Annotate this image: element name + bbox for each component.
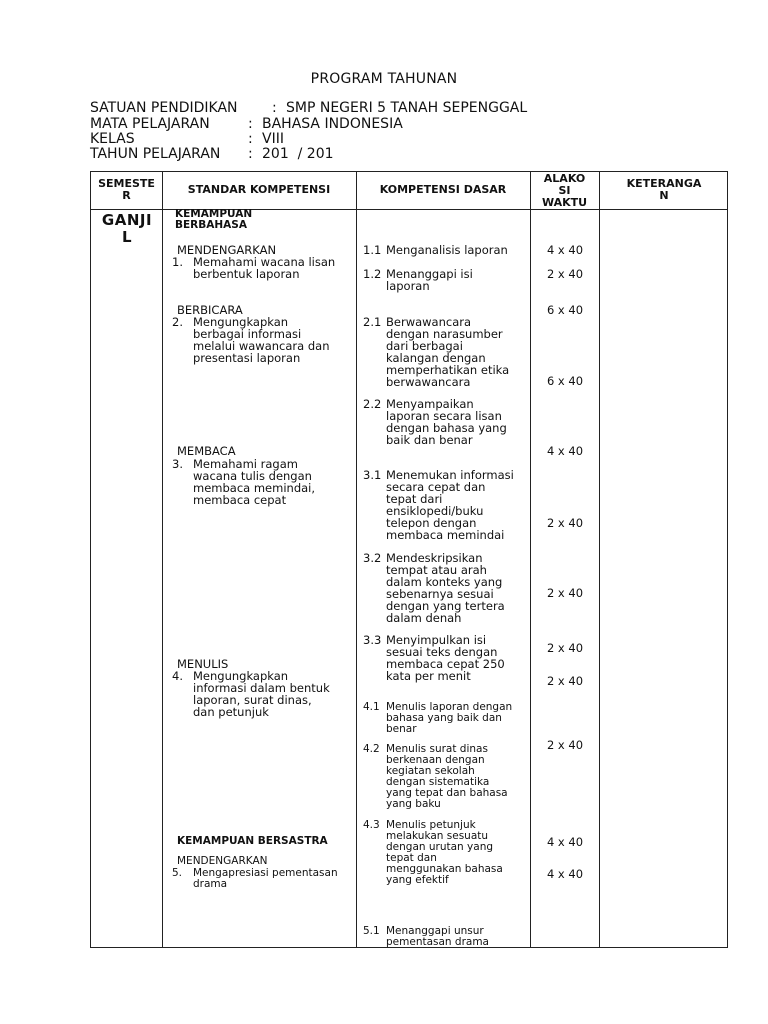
kd-item-2-2: Menyampaikan laporan secara lisan dengan bahasa yang baik dan benar — [386, 397, 507, 447]
sk-aspect-mendengarkan-sastra: MENDENGARKAN — [177, 855, 268, 867]
kd-number: 3.2 — [363, 551, 382, 565]
header-sep: : — [248, 116, 253, 132]
waktu-value: 4 x 40 — [546, 444, 584, 458]
header-label-satuan: SATUAN PENDIDIKAN — [90, 100, 238, 116]
kd-number: 3.3 — [363, 633, 382, 647]
kd-number: 2.1 — [363, 315, 382, 329]
program-table — [90, 171, 728, 948]
waktu-value: 4 x 40 — [546, 243, 584, 257]
header-sep: : — [248, 131, 253, 147]
sk-aspect-mendengarkan: MENDENGARKAN — [177, 243, 277, 257]
kd-item-3-2: Mendeskripsikan tempat atau arah dalam konteks yang sebenarnya sesuai dengan yang tertera dalam denah — [386, 551, 505, 625]
kd-item-3-1: Menemukan informasi secara cepat dan tepat dari ensiklopedi/buku telepon dengan membaca memindai — [386, 468, 514, 542]
sk-number-5: 5. — [172, 867, 183, 879]
column-divider — [530, 172, 531, 947]
header-label-kelas: KELAS — [90, 131, 135, 147]
waktu-value: 4 x 40 — [546, 867, 584, 881]
semester-ganjil: GANJI L — [101, 211, 153, 246]
sk-number-4: 4. — [172, 669, 183, 683]
column-header-keterangan: KETERANGA N — [626, 177, 702, 202]
sk-item-1: Memahami wacana lisan berbentuk laporan — [193, 255, 336, 281]
waktu-value: 2 x 40 — [546, 641, 584, 655]
waktu-value: 2 x 40 — [546, 516, 584, 530]
kd-number: 1.2 — [363, 267, 382, 281]
kd-number: 3.1 — [363, 468, 382, 482]
waktu-value: 2 x 40 — [546, 267, 584, 281]
sk-heading-berbahasa: KEMAMPUAN BERBAHASA — [175, 208, 253, 231]
sk-item-3: Memahami ragam wacana tulis dengan membaca memindai, membaca cepat — [193, 457, 316, 507]
document-title: PROGRAM TAHUNAN — [310, 71, 458, 87]
waktu-value: 2 x 40 — [546, 586, 584, 600]
waktu-value: 4 x 40 — [546, 835, 584, 849]
column-header-semester: SEMESTE R — [98, 177, 155, 202]
header-sep: : — [272, 100, 277, 116]
sk-number-3: 3. — [172, 457, 183, 471]
header-value-kelas: VIII — [262, 131, 284, 147]
waktu-value: 2 x 40 — [546, 738, 584, 752]
column-divider — [599, 172, 600, 947]
waktu-value: 6 x 40 — [546, 303, 584, 317]
header-value-mapel: BAHASA INDONESIA — [262, 116, 403, 132]
column-divider — [356, 172, 357, 947]
column-header-alokasi-waktu: ALAKO SI WAKTU — [541, 172, 588, 209]
kd-number: 4.3 — [363, 819, 380, 831]
waktu-value: 6 x 40 — [546, 374, 584, 388]
column-divider — [162, 172, 163, 947]
header-value-satuan: SMP NEGERI 5 TANAH SEPENGGAL — [286, 100, 528, 116]
sk-item-4: Mengungkapkan informasi dalam bentuk laporan, surat dinas, dan petunjuk — [193, 669, 330, 719]
header-sep: : — [248, 146, 253, 162]
sk-item-2: Mengungkapkan berbagai informasi melalui wawancara dan presentasi laporan — [193, 315, 330, 365]
kd-item-4-3: Menulis petunjuk melakukan sesuatu dengan urutan yang tepat dan menggunakan bahasa yang efektif — [386, 819, 503, 886]
kd-number: 2.2 — [363, 397, 382, 411]
sk-number-1: 1. — [172, 255, 183, 269]
kd-item-4-1: Menulis laporan dengan bahasa yang baik dan benar — [386, 701, 513, 735]
kd-number: 5.1 — [363, 925, 380, 937]
kd-item-1-1: Menganalisis laporan — [386, 243, 508, 257]
kd-item-5-1: Menanggapi unsur pementasan drama — [386, 925, 489, 948]
kd-number: 4.2 — [363, 743, 380, 755]
sk-aspect-berbicara: BERBICARA — [177, 303, 243, 317]
kd-item-4-2: Menulis surat dinas berkenaan dengan kegiatan sekolah dengan sistematika yang tepat dan bahasa yang baku — [386, 743, 508, 810]
sk-aspect-menulis: MENULIS — [177, 657, 229, 671]
sk-aspect-membaca: MEMBACA — [177, 444, 236, 458]
kd-number: 4.1 — [363, 701, 380, 713]
kd-item-3-3: Menyimpulkan isi sesuai teks dengan membaca cepat 250 kata per menit — [386, 633, 505, 683]
sk-heading-bersastra: KEMAMPUAN BERSASTRA — [177, 835, 328, 847]
header-label-tahun: TAHUN PELAJARAN — [90, 146, 221, 162]
header-value-tahun: 201 / 201 — [262, 146, 334, 162]
header-label-mapel: MATA PELAJARAN — [90, 116, 210, 132]
kd-number: 1.1 — [363, 243, 382, 257]
sk-number-2: 2. — [172, 315, 183, 329]
column-header-standar-kompetensi: STANDAR KOMPETENSI — [187, 183, 331, 196]
waktu-value: 2 x 40 — [546, 674, 584, 688]
sk-item-5: Mengapresiasi pementasan drama — [193, 867, 338, 890]
column-header-kompetensi-dasar: KOMPETENSI DASAR — [379, 183, 507, 196]
kd-item-2-1: Berwawancara dengan narasumber dari berbagai kalangan dengan memperhatikan etika berwawancara — [386, 315, 510, 389]
kd-item-1-2: Menanggapi isi laporan — [386, 267, 473, 293]
